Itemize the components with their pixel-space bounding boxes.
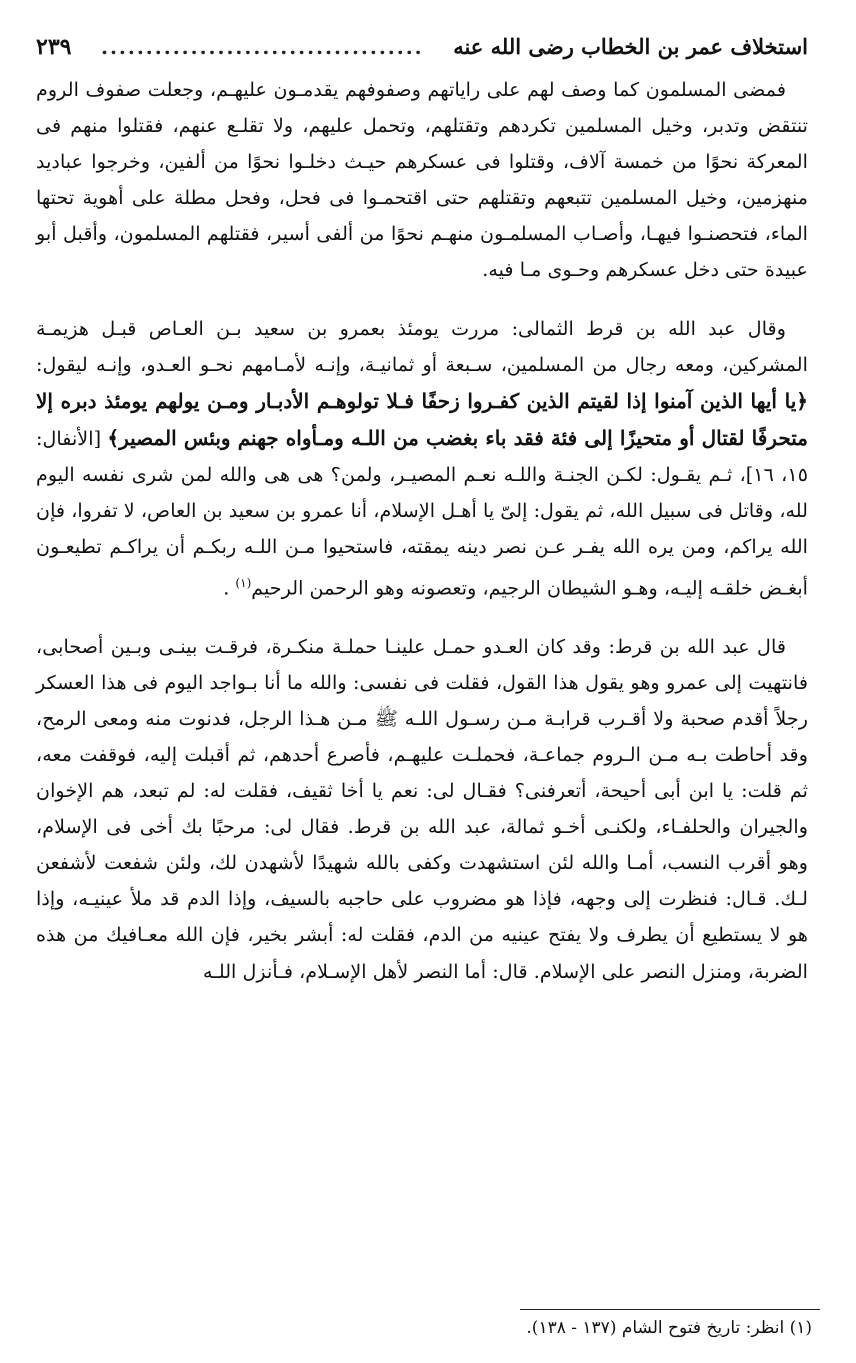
- paragraph-3: قال عبد الله بن قرط: وقد كان العـدو حمـل علينـا حملـة منكـرة، فرقـت بينـى وبـين أصحابى، فانتهيت إلى عمرو وهو يقول هذا القول، فقلت فى نفسى: والله ما أنا بـواجد اليوم فى هذا العسكر رجلاً أقدم صحبة ولا أقـرب قرابـة مـن رسـول اللـه ﷺ مـن هـذا الرجل، فدنوت منه ومعى الرمح، وقد أحاطت بـه مـن الـروم جماعـة، فحملـت عليهـم، فأصرع أحدهم، ثم أقبلت إليه، فوقفت معه، ثم قلت: يا ابن أبى أحيحة، أتعرفنى؟ فقـال لى: نعم يا أخا ثقيف، فقلت له: لم تبعد، هم الإخوان والجيران والحلفـاء، ولكنـى أخـو ثمالة، عبد الله بن قرط. فقال لى: مرحبًا بك أخى فى الإسلام، وهو أقرب النسب، أمـا والله لئن استشهدت وكفى بالله شهيدًا لأشهدن لك، ولئن شفعت لأشفعن لـك. قـال: فنظرت إلى وجهه، فإذا هو مضروب على حاجبه بالسيف، وإذا الدم قد ملأ عينيـه، وإذا هو لا يستطيع أن يطرف ولا يفتح عينيه من الدم، فقلت له: أبشر بخير، فإن الله معـافيك من هذه الضربة، ومنزل النصر على الإسلام. قال: أما النصر لأهل الإسـلام، فـأنزل اللـه: [36, 634, 808, 983]
- footnote-reference: (١): [235, 576, 252, 591]
- paragraph-2: [36, 311, 808, 607]
- chapter-title: استخلاف عمر بن الخطاب رضى الله عنه: [453, 34, 808, 59]
- header-leader-dots: ....................................: [100, 35, 424, 59]
- paragraph-2-intro: وقال عبد الله بن قرط الثمالى: مررت يومئذ بعمرو بن سعيد بـن العـاص قبـل هزيمـة المشركين، ومعه رجال من المسلمين، سـبعة أو ثمانيـة، وإنـه لأمـامهم نحـو العـدو، وإنـه ليقول:: [36, 316, 808, 376]
- running-header: [36, 34, 808, 72]
- book-page: [36, 34, 808, 990]
- footnote: (١) انظر: تاريخ فتوح الشام (١٣٧ - ١٣٨).: [526, 1318, 812, 1338]
- footnote-divider: [520, 1309, 820, 1310]
- paragraph-2-rest: [الأنفال: ١٥، ١٦]، ثـم يقـول: لكـن الجنـة واللـه نعـم المصيـر، ولمن؟ هى هى والله لمن شرى نفسه اليوم لله، وقاتل فى سبيل الله، ثم يقول: إلىّ يا أهـل الإسلام، أنا عمرو بن سعيد بن العاص، لا تفروا، فإن الله يراكم، ومن يره الله يفـر عـن نصر دينه يمقته، فاستحيوا مـن اللـه ربكـم أن يراكـم تطيعـون أبغـض خلقـه إليـه، وهـو الشيطان الرجيم، وتعصونه وهو الرحمن الرحيم: [36, 426, 809, 600]
- quran-verse: ﴿يا أيها الذين آمنوا إذا لقيتم الذين كفـروا زحفًا فـلا تولوهـم الأدبـار ومـن يولهم يومئذ دبره إلا متحرفًا لقتال أو متحيزًا إلى فئة فقد باء بغضب من اللـه ومـأواه جهنم وبئس المصير﴾: [36, 388, 808, 450]
- paragraph-1: فمضى المسلمون كما وصف لهم على راياتهم وصفوفهم يقدمـون عليهـم، وجعلت صفوف الروم تنتقض وتدبر، وخيل المسلمين تكردهم وتقتلهم، وتحمل عليهم، ولا تقلـع عنهم، فقتلوا منهم فى المعركة نحوًا من خمسة آلاف، وقتلوا فى عسكرهم حيـث دخلـوا نحوًا من ألفين، وخرجوا عباديد منهزمين، وخيل المسلمين تتبعهم وتقتلهم حتى اقتحمـوا فى فحل، وفحل مطلة على أهوية تحتها الماء، فتحصنـوا فيهـا، وأصـاب المسلمـون منهـم نحوًا من ألفى أسير، فقتلهم المسلمون، وأقبل أبو عبيدة حتى دخل عسكرهم وحـوى مـا فيه.: [36, 78, 808, 282]
- page-number: ٢٣٩: [36, 34, 72, 60]
- paragraph-2-end: .: [223, 576, 230, 600]
- body-text: [36, 72, 808, 990]
